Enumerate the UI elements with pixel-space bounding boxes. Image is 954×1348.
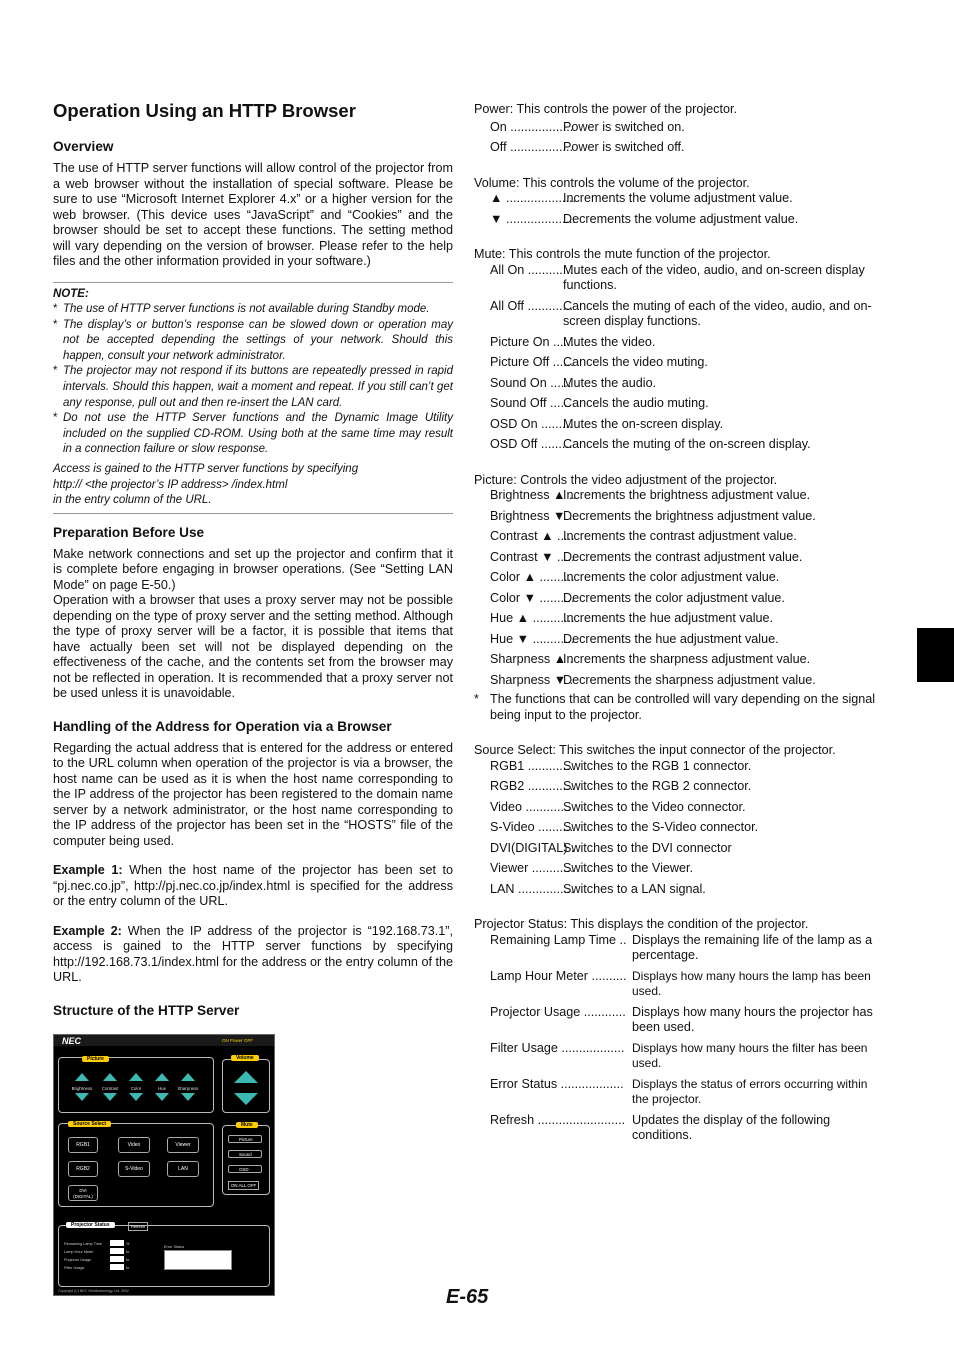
definition-row: Viewer ............ Switches to the Viewer. (490, 861, 693, 875)
example-2-label: Example 2: (53, 923, 122, 938)
panel-copyright: Copyright (C) NEC Viewtechnology, Ltd. 2002 (58, 1289, 129, 1293)
hue-down-icon[interactable] (155, 1093, 169, 1101)
definition-row: Sharpness ▲ . Increments the sharpness adjustment value. (490, 652, 811, 666)
mute-sound-button[interactable]: Sound (228, 1150, 262, 1158)
handling-text: Regarding the actual address that is entered for the address or entered to the URL column when operation of the projector is via a browser, the host name can be used as it is when the host name corresponding to the IP address of the projector has been registered to the domain name server by a network administrator, or the host name corresponding to the IP address of the projector has been set in the “HOSTS” file of the computer being used. (53, 740, 453, 848)
preparation-para2: Operation with a browser that uses a proxy server may not be possible depending on the type of proxy server and the setting method. Although the type of proxy server will be a factor, it is possible that items that have actually been set will not be displayed depending on the effectiveness of the cache, and the contents set from the browser may not be reflected in operation. It is recommended that a proxy server not be used unless it is unavoidable. (53, 593, 453, 701)
note-box (53, 282, 453, 514)
mute-picture-button[interactable]: Picture (228, 1135, 262, 1143)
http-server-screenshot (53, 1034, 275, 1296)
volume-up-icon[interactable] (234, 1071, 258, 1083)
status-projector-usage-label: Projector Usage (64, 1258, 92, 1262)
error-status-textarea[interactable] (164, 1250, 232, 1270)
definition-row: Off .................. Power is switched off. (490, 140, 685, 154)
sharpness-up-icon[interactable] (181, 1073, 195, 1081)
definition-row: Lamp Hour Meter .......... Displays how many hours the lamp has been used. (490, 968, 871, 998)
page-number: E-65 (446, 1286, 489, 1308)
definition-row: Picture On ...... Mutes the video. (490, 334, 656, 349)
definition-row: Contrast ▼ ..... Decrements the contrast adjustment value. (490, 549, 803, 564)
sharpness-down-icon[interactable] (181, 1093, 195, 1101)
definition-row: Color ▲ .......... Increments the color adjustment value. (490, 570, 780, 584)
source-rgb1-button[interactable]: RGB1 (68, 1137, 98, 1153)
status-unit: hr (126, 1258, 130, 1262)
mute-osd-button[interactable]: OSD (228, 1165, 262, 1173)
source-viewer-button[interactable]: Viewer (167, 1137, 199, 1153)
definition-row: Sound Off ...... Cancels the audio muting. (490, 396, 709, 410)
definition-row: Filter Usage .................. Displays how many hours the filter has been used. (490, 1040, 868, 1070)
brightness-up-icon[interactable] (75, 1073, 89, 1081)
definition-row: RGB1 ............. Switches to the RGB 1 connector. (490, 758, 752, 773)
note-item: * Do not use the HTTP Server functions and the Dynamic Image Utility included on the supplied CD-ROM. Using both at the same time may result in a connection failure or slow response. (53, 412, 453, 456)
left-column (53, 100, 453, 1025)
volume-section: Volume: This controls the volume of the projector. ▲ .................... Increments the volume adjustment value. ▼ .................... Decrements the volume adjustment value. (474, 176, 878, 228)
status-error-label: Error Status (164, 1245, 185, 1249)
picture-title: Picture (82, 1056, 109, 1062)
volume-title: Volume (231, 1055, 259, 1061)
picture-section: Picture: Controls the video adjustment of the projector. Brightness ▲ .. Increments the brightness adjustment value. Brightness ▼ .. Decrements the brightness adjustment value. Contrast ▲ ..... Increments the contrast adjustment value. Contrast ▼ ..... Decrements the contrast adjustment value. Color ▲ .......... Increments the color adjustment value. Color ▼ .......... Decrements the color adjustment value. Hue ▲ ............ Increments the hue adjustment value. Hue ▼ ............ Decrements the hue adjustment value. Sharpness ▲ . Increments the sharpness adjustment value. Sharpness ▼ . Decrements the sharpness adjustment value. * The functions that can be controlled will vary depending on the signal being input to the projector. (474, 473, 878, 724)
definition-row: Hue ▼ ............ Decrements the hue adjustment value. (490, 631, 779, 646)
handling-title: Handling of the Address for Operation via a Browser (53, 718, 392, 734)
source-svideo-button[interactable]: S-Video (118, 1161, 150, 1177)
preparation-title: Preparation Before Use (53, 524, 205, 540)
overview-title: Overview (53, 139, 114, 154)
definition-row: OSD On ......... Mutes the on-screen display. (490, 416, 724, 431)
note-item: * The use of HTTP server functions is not available during Standby mode. (53, 303, 430, 316)
source-select-title: Source Select (68, 1121, 111, 1127)
definition-row: ▲ .................... Increments the volume adjustment value. (490, 191, 793, 205)
definition-row: Hue ▲ ............ Increments the hue adjustment value. (490, 611, 774, 625)
mute-section: Mute: This controls the mute function of the projector. All On ............. Mutes each of the video, audio, and on-screen display functions. All Off ............. Cancels the muting of each of the video, audio, and on-screen display functions. Picture On ...... Mutes the video. Picture Off ...... Cancels the video muting. Sound On ...... Mutes the audio. Sound Off ...... Cancels the audio muting. OSD On ......... Mutes the on-screen display. OSD Off ......... Cancels the muting of the on-screen display. (474, 247, 878, 453)
source-video-button[interactable]: Video (118, 1137, 150, 1153)
note-access: Access is gained to the HTTP server functions by specifying http:// <the projector’s IP address> /index.html in the entry column of the URL. (53, 463, 359, 507)
definition-row: Contrast ▲ ..... Increments the contrast adjustment value. (490, 529, 797, 543)
status-unit: hr (126, 1266, 130, 1270)
definition-row: Brightness ▼ .. Decrements the brightness adjustment value. (490, 508, 816, 523)
nec-logo: NEC (62, 1036, 82, 1046)
panel-topbar (54, 1035, 274, 1046)
contrast-control: Contrast (101, 1086, 119, 1091)
source-dvi-button[interactable]: DVI (DIGITAL) (68, 1185, 98, 1201)
definition-row: All Off ............. Cancels the muting of each of the video, audio, and on-screen display functions. (490, 298, 872, 328)
source-rgb2-button[interactable]: RGB2 (68, 1161, 98, 1177)
definition-row: RGB2 ............. Switches to the RGB 2 connector. (490, 779, 752, 793)
definition-row: Picture Off ...... Cancels the video muting. (490, 355, 708, 369)
sharpness-control: Sharpness (177, 1086, 199, 1091)
source-lan-button[interactable]: LAN (167, 1161, 199, 1177)
status-section: Projector Status: This displays the condition of the projector. Remaining Lamp Time .. Displays the remaining life of the lamp as a percentage. Lamp Hour Meter .......... Displays how many hours the lamp has been used. Projector Usage ............ Displays how many hours the projector has been used. Filter Usage .................. Displays how many hours the filter has been used. Error Status .................. Displays the status of errors occurring within the projector. Refresh ......................... Updates the display of the following conditions. (474, 917, 878, 1144)
structure-title: Structure of the HTTP Server (53, 1002, 240, 1018)
definition-row: DVI(DIGITAL) . Switches to the DVI connector (490, 840, 732, 855)
definition-row: Video ............. Switches to the Video connector. (490, 799, 746, 814)
power-section: Power: This controls the power of the projector. On .................. Power is switched on. Off .................. Power is switched off. (474, 102, 878, 156)
status-projector-usage-value (110, 1256, 124, 1262)
brightness-control: Brightness (71, 1086, 93, 1091)
definition-row: On .................. Power is switched on. (490, 119, 685, 134)
definition-row: Sharpness ▼ . Decrements the sharpness adjustment value. (490, 672, 816, 687)
status-remaining-lamp-label: Remaining Lamp Time (64, 1242, 102, 1246)
hue-control: Hue (157, 1086, 167, 1091)
right-column (474, 102, 878, 1164)
definition-row: Projector Usage ............ Displays how many hours the projector has been used. (490, 1004, 873, 1034)
preparation-para1: Make network connections and set up the projector and confirm that it is complete before engaging in browser operations. (See “Setting LAN Mode” on page E-50.) (53, 546, 453, 592)
definition-row: Remaining Lamp Time .. Displays the remaining life of the lamp as a percentage. (490, 932, 873, 962)
status-unit: hr (126, 1250, 130, 1254)
color-up-icon[interactable] (129, 1073, 143, 1081)
mute-all-switch[interactable]: ON ALL OFF (228, 1181, 259, 1190)
picture-note: * The functions that can be controlled will vary depending on the signal being input to the projector. (474, 692, 876, 722)
example-1 (53, 863, 453, 910)
page-heading: Operation Using an HTTP Browser (53, 100, 356, 121)
definition-row: Refresh ......................... Updates the display of the following conditions. (490, 1112, 831, 1142)
mute-title: Mute (236, 1122, 258, 1128)
definition-row: Error Status .................. Displays the status of errors occurring within the projector. (490, 1076, 868, 1106)
example-2 (53, 924, 453, 986)
example-2-text: When the IP address of the projector is “192.168.73.1”, access is gained to the HTTP server functions by specifying http://192.168.73.1/index.html for the address or the entry column of the URL. (53, 923, 453, 985)
hue-up-icon[interactable] (155, 1073, 169, 1081)
definition-row: Color ▼ .......... Decrements the color adjustment value. (490, 590, 785, 605)
definition-row: All On ............. Mutes each of the video, audio, and on-screen display functions. (490, 262, 865, 292)
definition-row: Sound On ...... Mutes the audio. (490, 375, 657, 390)
example-1-label: Example 1: (53, 863, 123, 878)
definition-row: ▼ .................... Decrements the volume adjustment value. (490, 211, 799, 226)
status-remaining-lamp-value (110, 1240, 124, 1246)
projector-status-title: Projector Status (66, 1222, 115, 1228)
status-unit: % (126, 1242, 130, 1246)
note-item: * The projector may not respond if its buttons are repeatedly pressed in rapid intervals. Should this happen, wait a moment and repeat. If you still can’t get any response, pull out and then re-insert the LAN card. (53, 365, 453, 409)
brightness-down-icon[interactable] (75, 1093, 89, 1101)
color-down-icon[interactable] (129, 1093, 143, 1101)
status-filter-usage-value (110, 1264, 124, 1270)
contrast-up-icon[interactable] (103, 1073, 117, 1081)
overview-text: The use of HTTP server functions will allow control of the projector from a web browser without the installation of special software. Please be sure to use “Microsoft Internet Explorer 4.x” or a higher version for the web browser. (This device uses “JavaScript” and “Cookies” and the browser should be set to accept these functions. The setting method will vary depending on the version of browser. Please refer to the help files and the other information provided in your software.) (53, 161, 453, 268)
status-filter-usage-label: Filter Usage (64, 1266, 85, 1270)
status-lamp-hour-value (110, 1248, 124, 1254)
power-switch[interactable]: ON Power OFF (222, 1038, 254, 1043)
chapter-tab (917, 628, 954, 682)
note-item: * The display’s or button’s response can be slowed down or operation may not be accepted depending the settings of your network. Should this happen, consult your network administrator. (53, 318, 453, 362)
refresh-button[interactable]: Refresh (128, 1222, 148, 1231)
definition-row: Brightness ▲ .. Increments the brightness adjustment value. (490, 488, 811, 502)
definition-row: LAN ................ Switches to a LAN signal. (490, 881, 706, 896)
contrast-down-icon[interactable] (103, 1093, 117, 1101)
definition-row: OSD Off ......... Cancels the muting of the on-screen display. (490, 437, 811, 451)
volume-down-icon[interactable] (234, 1093, 258, 1105)
note-title: NOTE: (53, 287, 89, 300)
color-control: Color (130, 1086, 142, 1091)
definition-row: S-Video .......... Switches to the S-Video connector. (490, 820, 759, 834)
status-lamp-hour-label: Lamp Hour Meter (64, 1250, 94, 1254)
example-1-text: When the host name of the projector has been set to “pj.nec.co.jp”, http://pj.nec.co.jp/index.html is specified for the address or the entry column of the URL. (53, 863, 454, 909)
source-section: Source Select: This switches the input connector of the projector. RGB1 ............. Switches to the RGB 1 connector. RGB2 ............. Switches to the RGB 2 connector. Video ............. Switches to the Video connector. S-Video .......... Switches to the S-Video connector. DVI(DIGITAL) . Switches to the DVI connector Viewer ............ Switches to the Viewer. LAN ................ Switches to a LAN signal. (474, 743, 878, 897)
